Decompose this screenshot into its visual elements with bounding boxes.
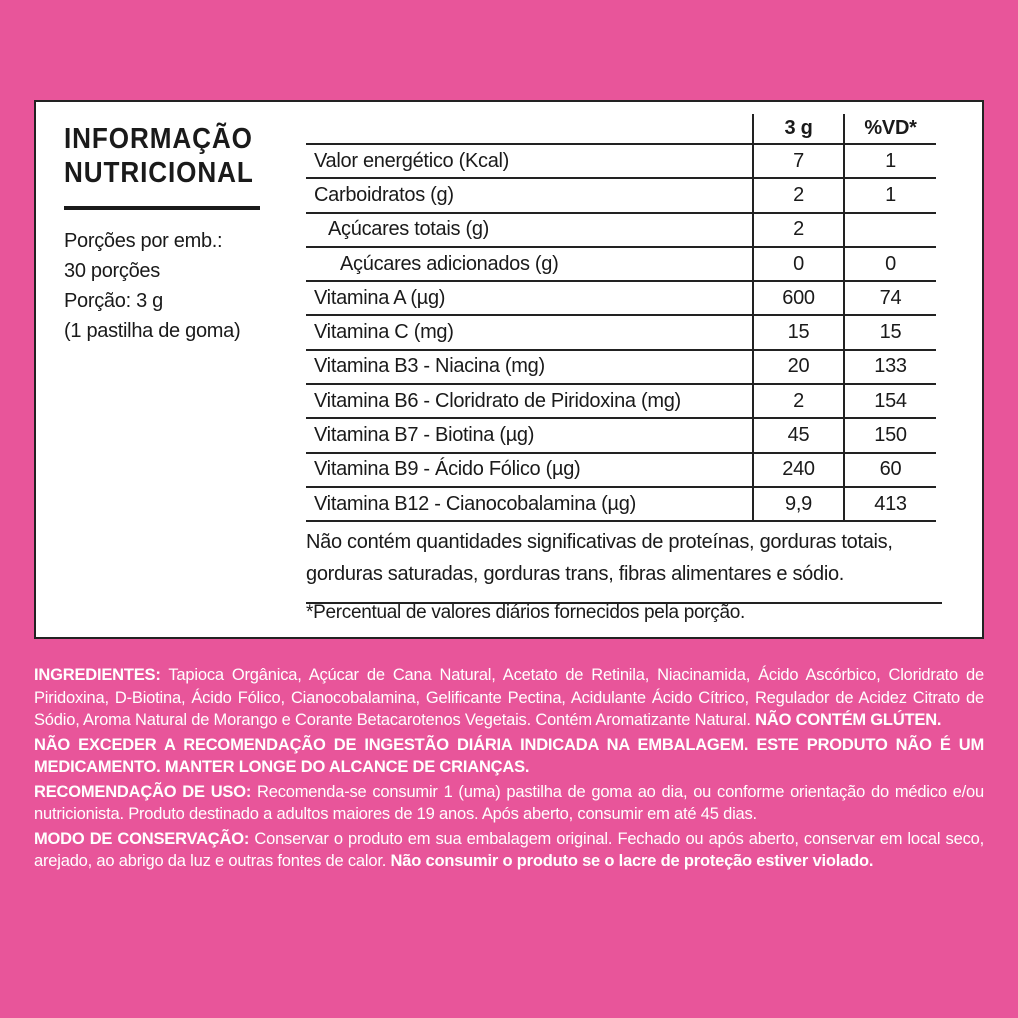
servings-per-package: Porções por emb.:: [64, 230, 223, 252]
nutrient-name: Carboidratos (g): [306, 178, 753, 212]
usage-text: Recomenda-se consumir 1 (uma) pastilha de goma ao dia, ou conforme orientação do médico e/ou nutricionista. Produto destinado a adultos maiores de 19 anos. Após aberto, consumir em até 45 dias.: [34, 782, 984, 823]
table-row: [306, 453, 936, 487]
title-line-2: NUTRICIONAL: [64, 157, 254, 189]
table-row: [306, 144, 936, 178]
nutrient-name: Vitamina C (mg): [306, 315, 753, 349]
nutrient-amount: 240: [753, 453, 844, 487]
nutrient-name: Vitamina B12 - Cianocobalamina (µg): [306, 487, 753, 521]
nutrient-name: Valor energético (Kcal): [306, 144, 753, 178]
title-divider: [64, 206, 260, 210]
nutrition-table: [306, 114, 936, 522]
nutrient-name: Vitamina B6 - Cloridrato de Piridoxina (mg): [306, 384, 753, 418]
nutrient-amount: 15: [753, 315, 844, 349]
nutrient-name: Vitamina B3 - Niacina (mg): [306, 350, 753, 384]
nutrient-dv: 0: [844, 247, 936, 281]
nutrient-amount: 20: [753, 350, 844, 384]
servings-count: 30 porções: [64, 260, 160, 282]
nutrient-name: Vitamina A (µg): [306, 281, 753, 315]
serving-info: [64, 226, 240, 346]
nutrient-dv: 150: [844, 418, 936, 452]
nutrient-name: Açúcares totais (g): [306, 213, 753, 247]
storage-label: MODO DE CONSERVAÇÃO:: [34, 829, 250, 848]
nutrient-name: Vitamina B9 - Ácido Fólico (µg): [306, 453, 753, 487]
nutrient-amount: 0: [753, 247, 844, 281]
not-significant-note: Não contém quantidades significativas de proteínas, gorduras totais, gorduras saturadas, gorduras trans, fibras alimentares e sódio.: [306, 526, 942, 604]
warning: [34, 734, 984, 779]
table-row: [306, 487, 936, 521]
nutrient-name: Açúcares adicionados (g): [306, 247, 753, 281]
header-dv: %VD*: [844, 114, 936, 144]
table-header: [306, 114, 936, 144]
serving-size: Porção: 3 g: [64, 290, 163, 312]
nutrient-name: Vitamina B7 - Biotina (µg): [306, 418, 753, 452]
nutrition-title: [64, 122, 254, 190]
warning-text: NÃO EXCEDER A RECOMENDAÇÃO DE INGESTÃO DIÁRIA INDICADA NA EMBALAGEM. ESTE PRODUTO NÃO É UM MEDICAMENTO. MANTER LONGE DO ALCANCE DE CRIANÇAS.: [34, 735, 984, 776]
table-row: [306, 350, 936, 384]
usage-label: RECOMENDAÇÃO DE USO:: [34, 782, 252, 801]
nutrition-facts-panel: [34, 100, 984, 639]
table-row: [306, 418, 936, 452]
nutrient-amount: 2: [753, 178, 844, 212]
dv-footnote: *Percentual de valores diários fornecidos pela porção.: [306, 602, 746, 623]
table-row: [306, 247, 936, 281]
table-row: [306, 315, 936, 349]
nutrient-dv: 1: [844, 144, 936, 178]
title-line-1: INFORMAÇÃO: [64, 123, 253, 155]
nutrient-dv: 133: [844, 350, 936, 384]
product-text: [34, 664, 984, 875]
nutrient-amount: 9,9: [753, 487, 844, 521]
nutrient-amount: 600: [753, 281, 844, 315]
nutrient-dv: 60: [844, 453, 936, 487]
table-row: [306, 281, 936, 315]
storage-warning: Não consumir o produto se o lacre de proteção estiver violado.: [390, 852, 874, 870]
ingredients-label: INGREDIENTES:: [34, 666, 161, 684]
nutrient-dv: 74: [844, 281, 936, 315]
serving-description: (1 pastilha de goma): [64, 320, 241, 342]
storage-text: Conservar o produto em sua embalagem original. Fechado ou após aberto, conservar em local seco, arejado, ao abrigo da luz e outras fontes de calor.: [34, 829, 984, 870]
nutrient-dv: 15: [844, 315, 936, 349]
table-row: [306, 178, 936, 212]
header-amount: 3 g: [753, 114, 844, 144]
storage: [34, 828, 984, 873]
nutrient-amount: 2: [753, 213, 844, 247]
gluten-statement: NÃO CONTÉM GLÚTEN.: [755, 711, 942, 729]
header-nutrient: [306, 114, 753, 144]
ingredients: [34, 664, 984, 732]
nutrient-dv: [844, 213, 936, 247]
nutrient-dv: 1: [844, 178, 936, 212]
usage: [34, 781, 984, 826]
nutrient-dv: 413: [844, 487, 936, 521]
table-row: [306, 213, 936, 247]
nutrient-dv: 154: [844, 384, 936, 418]
ingredients-list: Tapioca Orgânica, Açúcar de Cana Natural, Acetato de Retinila, Niacinamida, Ácido Ascórbico, Cloridrato de Piridoxina, D-Biotina, Ácido Fólico, Cianocobalamina, Gelificante Pectina, Acidulante Ácido Cítrico, Regulador de Acidez Citrato de Sódio, Aroma Natural de Morango e Corante Betacarotenos Vegetais. Contém Aromatizante Natural.: [34, 666, 984, 729]
nutrient-amount: 7: [753, 144, 844, 178]
nutrient-amount: 45: [753, 418, 844, 452]
nutrient-amount: 2: [753, 384, 844, 418]
table-row: [306, 384, 936, 418]
